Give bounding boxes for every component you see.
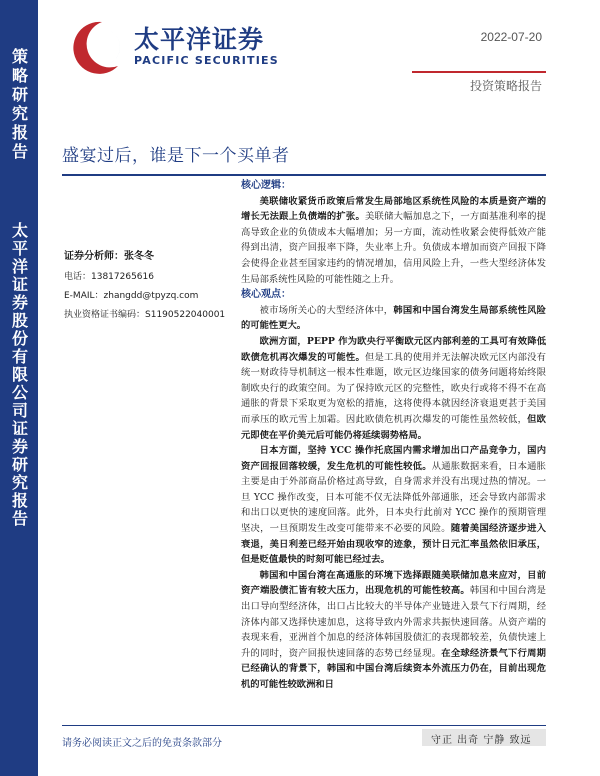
core-logic-paragraph xyxy=(241,194,546,288)
footer-divider xyxy=(62,725,546,726)
korea-taiwan-bold: 韩国和中国台湾在高通胀的环境下选择跟随美联储加息来应对，目前资产端股债汇皆有较大压力，出现危机的可能性较高。 xyxy=(241,569,546,597)
korea-taiwan-text: 韩国和中国台湾是出口导向型经济体，出口占比较大的半导体产业链进入景气下行周期，经济体内部又选择快速加息，这将导致内外需求共振快速回落。从资产端的表现来看，亚洲首个加息的经济体韩国股债汇的表现都较差，负债快速上升的同时，资产回报快速回落的态势已经显现。 xyxy=(241,585,546,659)
brand-name-cn: 太平洋证券 xyxy=(134,25,265,54)
view-paragraph-europe xyxy=(241,334,546,443)
main-content xyxy=(241,178,546,693)
europe-bold: 欧洲方面，PEPP 作为欧央行平衡欧元区内部利差的工具可有效降低欧债危机再次爆发的可能性。 xyxy=(241,335,546,363)
sidebar-report-category: 策略研究报告 xyxy=(9,48,29,162)
author-email: E-MAIL：zhangdd@tpyzq.com xyxy=(64,291,199,301)
author-block xyxy=(64,247,234,326)
view-1-lead: 被市场所关心的大型经济体中， xyxy=(259,304,394,316)
footer-motto: 守正 出奇 宁静 致远 xyxy=(431,735,532,746)
japan-conclusion: 随着美国经济逐步进入衰退，美日利差已经开始由现收窄的迹象，预计日元汇率虽然依旧承压，但是贬值最快的时刻可能已经过去。 xyxy=(241,523,546,566)
core-logic-bold: 美联储收紧货币政策后常发生局部地区系统性风险的本质是资产端的增长无法跟上负债端的扩张。 xyxy=(241,195,546,223)
europe-text: 但是工具的使用并无法解决欧元区内部没有统一财政待导机制这一根本性难题，欧元区边缘国家的债务问题将始终限制欧央行的政策空间。为了保持欧元区的完整性，欧央行或将不得不在高通胀的背景下采取更为宽松的措施，这将使得本就因经济衰退更甚于美国而承压的欧元雪上加霜。因此欧债危机再次爆发的可能性虽然较低， xyxy=(241,351,546,425)
page-title: 盛宴过后，谁是下一个买单者 xyxy=(62,146,290,166)
core-view-heading: 核心观点： xyxy=(241,289,291,301)
view-paragraph-korea-taiwan xyxy=(241,568,546,693)
korea-taiwan-conclusion: 在全球经济景气下行周期已经确认的背景下，韩国和中国台湾后续资本外流压力仍在，目前出现危机的可能性较欧洲和日 xyxy=(241,647,546,690)
footer-disclaimer: 请务必阅读正文之后的免责条款部分 xyxy=(62,738,222,749)
report-type: 投资策略报告 xyxy=(469,79,542,93)
sidebar-company-label: 太平洋证券股份有限公司证券研究报告 xyxy=(9,222,29,528)
author-phone: 电话：13817265616 xyxy=(64,272,154,282)
header-accent-rule xyxy=(412,71,546,73)
core-logic-heading: 核心逻辑： xyxy=(241,180,291,191)
title-divider xyxy=(62,174,546,176)
europe-conclusion: 但欧元即使在平价美元后可能仍将延续弱势格局。 xyxy=(241,413,546,441)
view-paragraph-japan xyxy=(241,443,546,568)
view-1-bold: 韩国和中国台湾发生局部系统性风险的可能性更大。 xyxy=(241,304,546,332)
japan-bold: 日本方面，坚持 YCC 操作托底国内需求增加出口产品竞争力，国内资产回报回落较缓，发生危机的可能性较低。 xyxy=(241,445,546,472)
brand-name-en: PACIFIC SECURITIES xyxy=(134,54,279,67)
author-name: 证券分析师：张冬冬 xyxy=(64,251,154,262)
author-license: 执业资格证书编码：S1190522040001 xyxy=(64,310,226,320)
core-logic-text: 美联储大幅加息之下，一方面基准利率的提高导致企业的负债成本大幅增加；另一方面，流动性收紧会使得低效产能得到出清，资产回报率下降，失业率上升。负债成本增加而资产回报下降会使得企业甚至国家违约的情况增加，信用风险上升，一些大型经济体发生局部系统性风险的可能性随之上升。 xyxy=(241,211,546,285)
view-paragraph-1 xyxy=(241,303,546,334)
japan-text: 从通胀数据来看，日本通胀主要是由于外部商品价格过高导致，自身需求并没有出现过热的情况。一旦 YCC 操作改变，日本可能不仅无法降低外部通胀，还会导致内部需求和出口以更快的速度回落。此外，日本央行此前对 YCC 操作的预期管理坚决，一旦预期发生改变可能带来不必要的风险。 xyxy=(241,460,546,535)
report-date: 2022-07-20 xyxy=(480,30,542,44)
